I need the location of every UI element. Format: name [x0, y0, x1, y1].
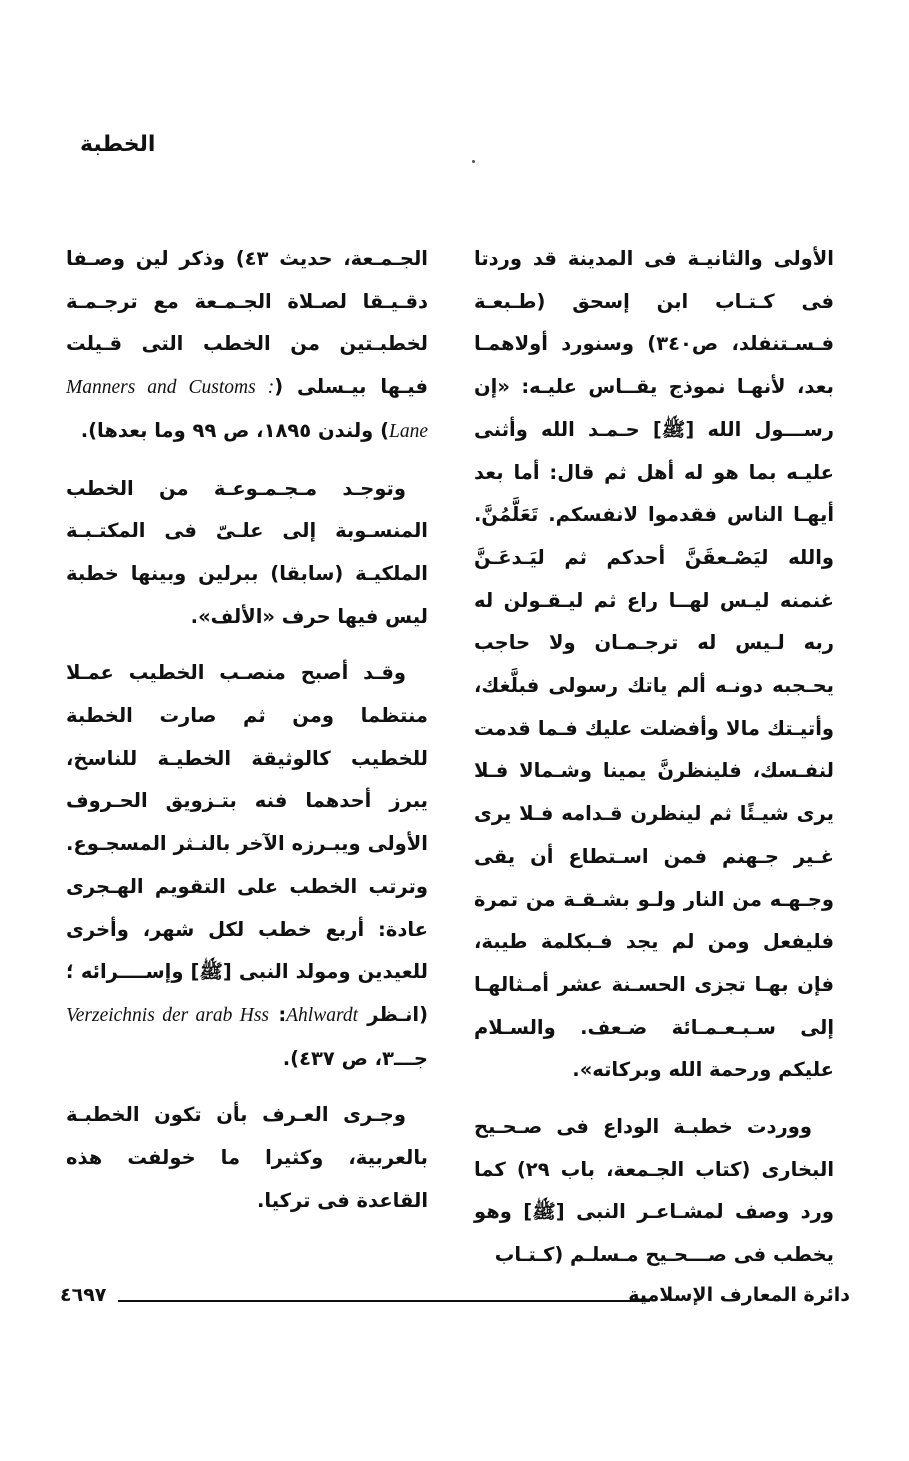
left-column [66, 238, 428, 1236]
text-segment: ) ولندن ١٨٩٥، ص ٩٩ وما بعدها). [80, 418, 389, 442]
running-head-title: الخطبة [80, 132, 156, 157]
paragraph-preacher-office [66, 652, 428, 1080]
latin-book-title: Manners and Customs : Lane [66, 377, 428, 442]
paragraph-arabic-custom: وجـرى العـرف بأن تكون الخطبـة بالعربية، وكثيرا ما خولفت هذه القاعدة فى تركيا. [66, 1103, 428, 1212]
text-segment: الجـمـعة، حديث ٤٣) وذكر لين وصـفا دقـيـقا لصـلاة الجـمـعة مع ترجـمـة لخطبـتين من الخطب التى قـيلت فيـها بيـسلى ( [66, 247, 428, 399]
paragraph-friday-sermons: الأولى والثانيـة فى المدينة قد وردتا فى كـتـاب ابن إسحق (طـبعـة فـسـتنفلد، ص٣٤٠) وسنورد أولاهمـا بعد، لأنهـا نموذج يقــاس عليـه: «إن رســـول الله [ﷺ] حـمـد الله وأثنى عليـه بما هو له أهل ثم قال: أما بعد أيهـا الناس فقدموا لانفسكم. تَعَلَّمُنَّ. والله ليَصْـعقَنَّ أحدكم ثم ليَـدعَـنَّ غنمنه ليـس لهــا راع ثم ليـقـولن له ربه لـيس له ترجـمـان ولا حاجب يحـجبه دونـه ألم ياتك رسولى فبلَّغك، وأتيـتك مالا وأفضلت عليك فـما قدمت لنفـسك، فلينظرنَّ يمينا وشـمالا فـلا يرى شيـئًا ثم لينظرن قـدامه فـلا يرى غـير جـهنم فمن اسـتطاع أن يقى وجـهـه من النار ولـو بشـقـة من تمرة فليفعل ومن لم يجد فـبكلمة طيبة، فإن بهـا تجزى الحسـنة عشر أمـثالهـا إلى سـبـعـمـائة ضـعف. والسـلام عليكم ورحمة الله وبركاته». [474, 247, 834, 1082]
text-segment: : [269, 1002, 287, 1026]
publication-title: دائرة المعارف الإسلامية [628, 1284, 850, 1306]
latin-author-name: Ahlwardt [286, 1004, 358, 1026]
page-number: ٤٦٩٧ [60, 1284, 107, 1306]
paragraph-berlin-collection: وتوجـد مـجـمـوعـة من الخطب المنسـوبة إلى علـىّ فى المكتـبـة الملكيـة (سابقا) ببرلين وبينها خطبة ليس فيها حرف «الألف». [66, 476, 428, 628]
paragraph-farewell-sermon: ووردت خطبـة الوداع فى صـحـيح البخارى (كتاب الجـمعة، باب ٢٩) كما ورد وصف لمشـاعـر النبى [ﷺ] وهو يخطب فى صـــحـيح مـسلـم (كـتـاب [474, 1115, 834, 1267]
footer-divider [118, 1300, 650, 1302]
right-column [474, 238, 834, 1291]
page-footer [60, 1284, 850, 1314]
text-segment: وقـد أصبح منصـب الخطيب عمـلا منتظما ومن ثم صارت الخطبة للخطيب كالوثيقة الخطيـة للناسخ، يبرز أحدهما فنه بتـزويق الحـروف الأولى ويبـرزه الآخر بالنـثر المسجـوع. وترتب الخطب على التقويم الهـجرى عادة: أربع خطب لكل شهر، وأخرى للعيدين ومولد النبى [ﷺ] وإســــرائه ؛ (انـظر [66, 661, 428, 1026]
paragraph-lane-reference [66, 238, 428, 454]
latin-catalog-title: Verzeichnis der arab Hss [66, 1004, 270, 1026]
text-segment: جـــ٣، ص ٤٣٧). [282, 1046, 428, 1070]
scan-speck [472, 160, 475, 163]
